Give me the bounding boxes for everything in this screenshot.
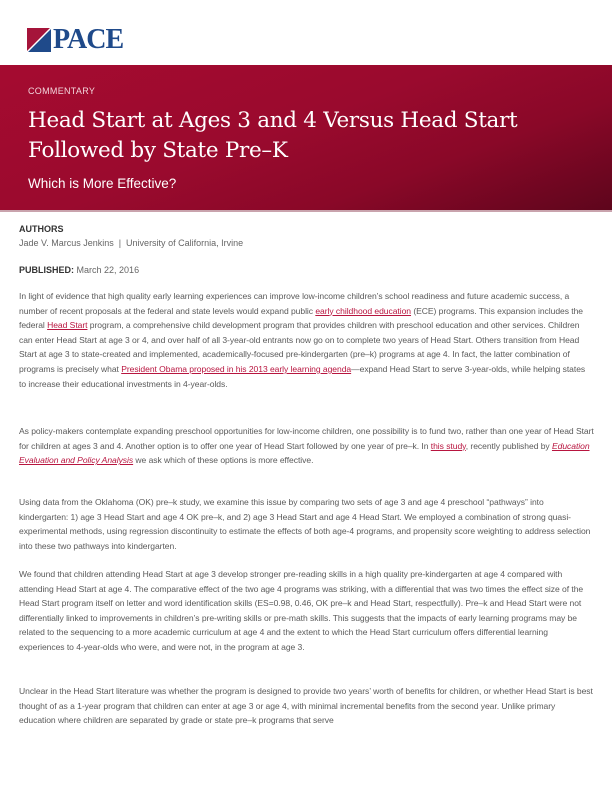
authors-heading: AUTHORS — [19, 224, 64, 234]
link-head-start[interactable]: Head Start — [47, 320, 88, 331]
page-header — [0, 0, 612, 65]
pace-logo[interactable] — [27, 24, 124, 55]
paragraph-text: As policy-makers contemplate expanding preschool opportunities for low-income children, one possibility is to fund two, rather than one year of Head Start for children at ages 3 and 4. Another option is to offer one year of Head Start followed by one year of pre–k. In — [19, 426, 594, 451]
paragraph-text: —expand Head Start to serve 3-year-olds, while helping states to increase their educational investments in 4-year-olds. — [19, 363, 586, 389]
paragraph-3: Using data from the Oklahoma (OK) pre–k study, we examine this issue by comparing two sets of age 3 and age 4 preschool “pathways” into kindergarten: 1) age 3 Head Start and age 4 OK pre–k, and 2) age 3 Head Start and age 4 Head Start. We employed a combination of strong quasi-experimental methods, using regression discontinuity to estimate the effects of both age-4 programs, and propensity score weighting to address selection into these two pathways into kindergarten. — [19, 497, 591, 551]
link-obama-early-learning-agenda[interactable]: President Obama proposed in his 2013 early learning agenda — [121, 363, 352, 374]
paragraph-2 — [19, 424, 594, 468]
paragraph-text: In light of evidence that high quality early learning experiences can improve low-income children’s school readiness and future academic success, a number of recent proposals at the federal and state levels would expand public — [19, 291, 570, 316]
paragraph-4: We found that children attending Head Start at age 3 develop stronger pre-reading skills in a high quality pre-kindergarten at age 4 compared with attending Head Start at age 4. The comparative effect of the two age 4 programs was striking, with a differential that was two times the effect size of the Head Start program itself on letter and word identification skills (ES=0.98, 0.46, OK pre–k and Head Start, respectfully). Pre–k and Head Start were not differentially linked to improvements in children’s pre-writing skills or pre-math skills. This suggests that the impacts of early learning programs may be related to the sequencing to a more academic curriculum at age 4 and the extent to which the Head Start curriculum offers differential learning experiences to 4-year-olds who were, and were not, in the program at age 3. — [19, 569, 584, 652]
published-line — [19, 265, 139, 275]
paragraph-text: we ask which of these options is more effective. — [133, 455, 314, 466]
published-label: PUBLISHED: — [19, 265, 75, 275]
paragraph-1 — [19, 289, 594, 391]
authors-line: Jade V. Marcus Jenkins | University of California, Irvine — [19, 238, 244, 248]
published-date: March 22, 2016 — [76, 265, 140, 275]
paragraph-text: program, a comprehensive child development program that provides children with preschool education and other services. Children can enter Head Start at age 3 or 4, and over half of all 3-year-old entrants now go on to complete two years of Head Start. Others transition from Head Start at age 3 to state-created and implemented, academically-focused pre-kindergarten (pre–k) programs at age 4. In fact, the latter combination of programs is precisely what — [19, 320, 580, 374]
banner-divider — [0, 210, 612, 212]
page-subtitle: Which is More Effective? — [28, 176, 177, 191]
paragraph-5: Unclear in the Head Start literature was whether the program is designed to provide two years’ worth of benefits for children, or whether Head Start is best thought of as a 1-year program that children can enter at age 3 or age 4, with minimal incremental benefits from the second year. Unlike primary education where children are separated by grade or state pre–k programs that serve — [19, 686, 593, 726]
logo-text: PACE — [53, 24, 124, 55]
link-early-childhood-education[interactable]: early childhood education — [315, 305, 412, 316]
link-this-study[interactable]: this study — [430, 440, 466, 451]
pace-logo-mark-icon — [27, 28, 51, 52]
paragraph-text: (ECE) programs. This expansion includes the federal — [19, 305, 584, 331]
page-title: Head Start at Ages 3 and 4 Versus Head Start Followed by State Pre–K — [28, 108, 518, 163]
paragraph-text: , recently published by — [465, 440, 552, 451]
link-journal[interactable]: Education Evaluation and Policy Analysis — [19, 440, 590, 466]
category-label: COMMENTARY — [28, 86, 96, 96]
